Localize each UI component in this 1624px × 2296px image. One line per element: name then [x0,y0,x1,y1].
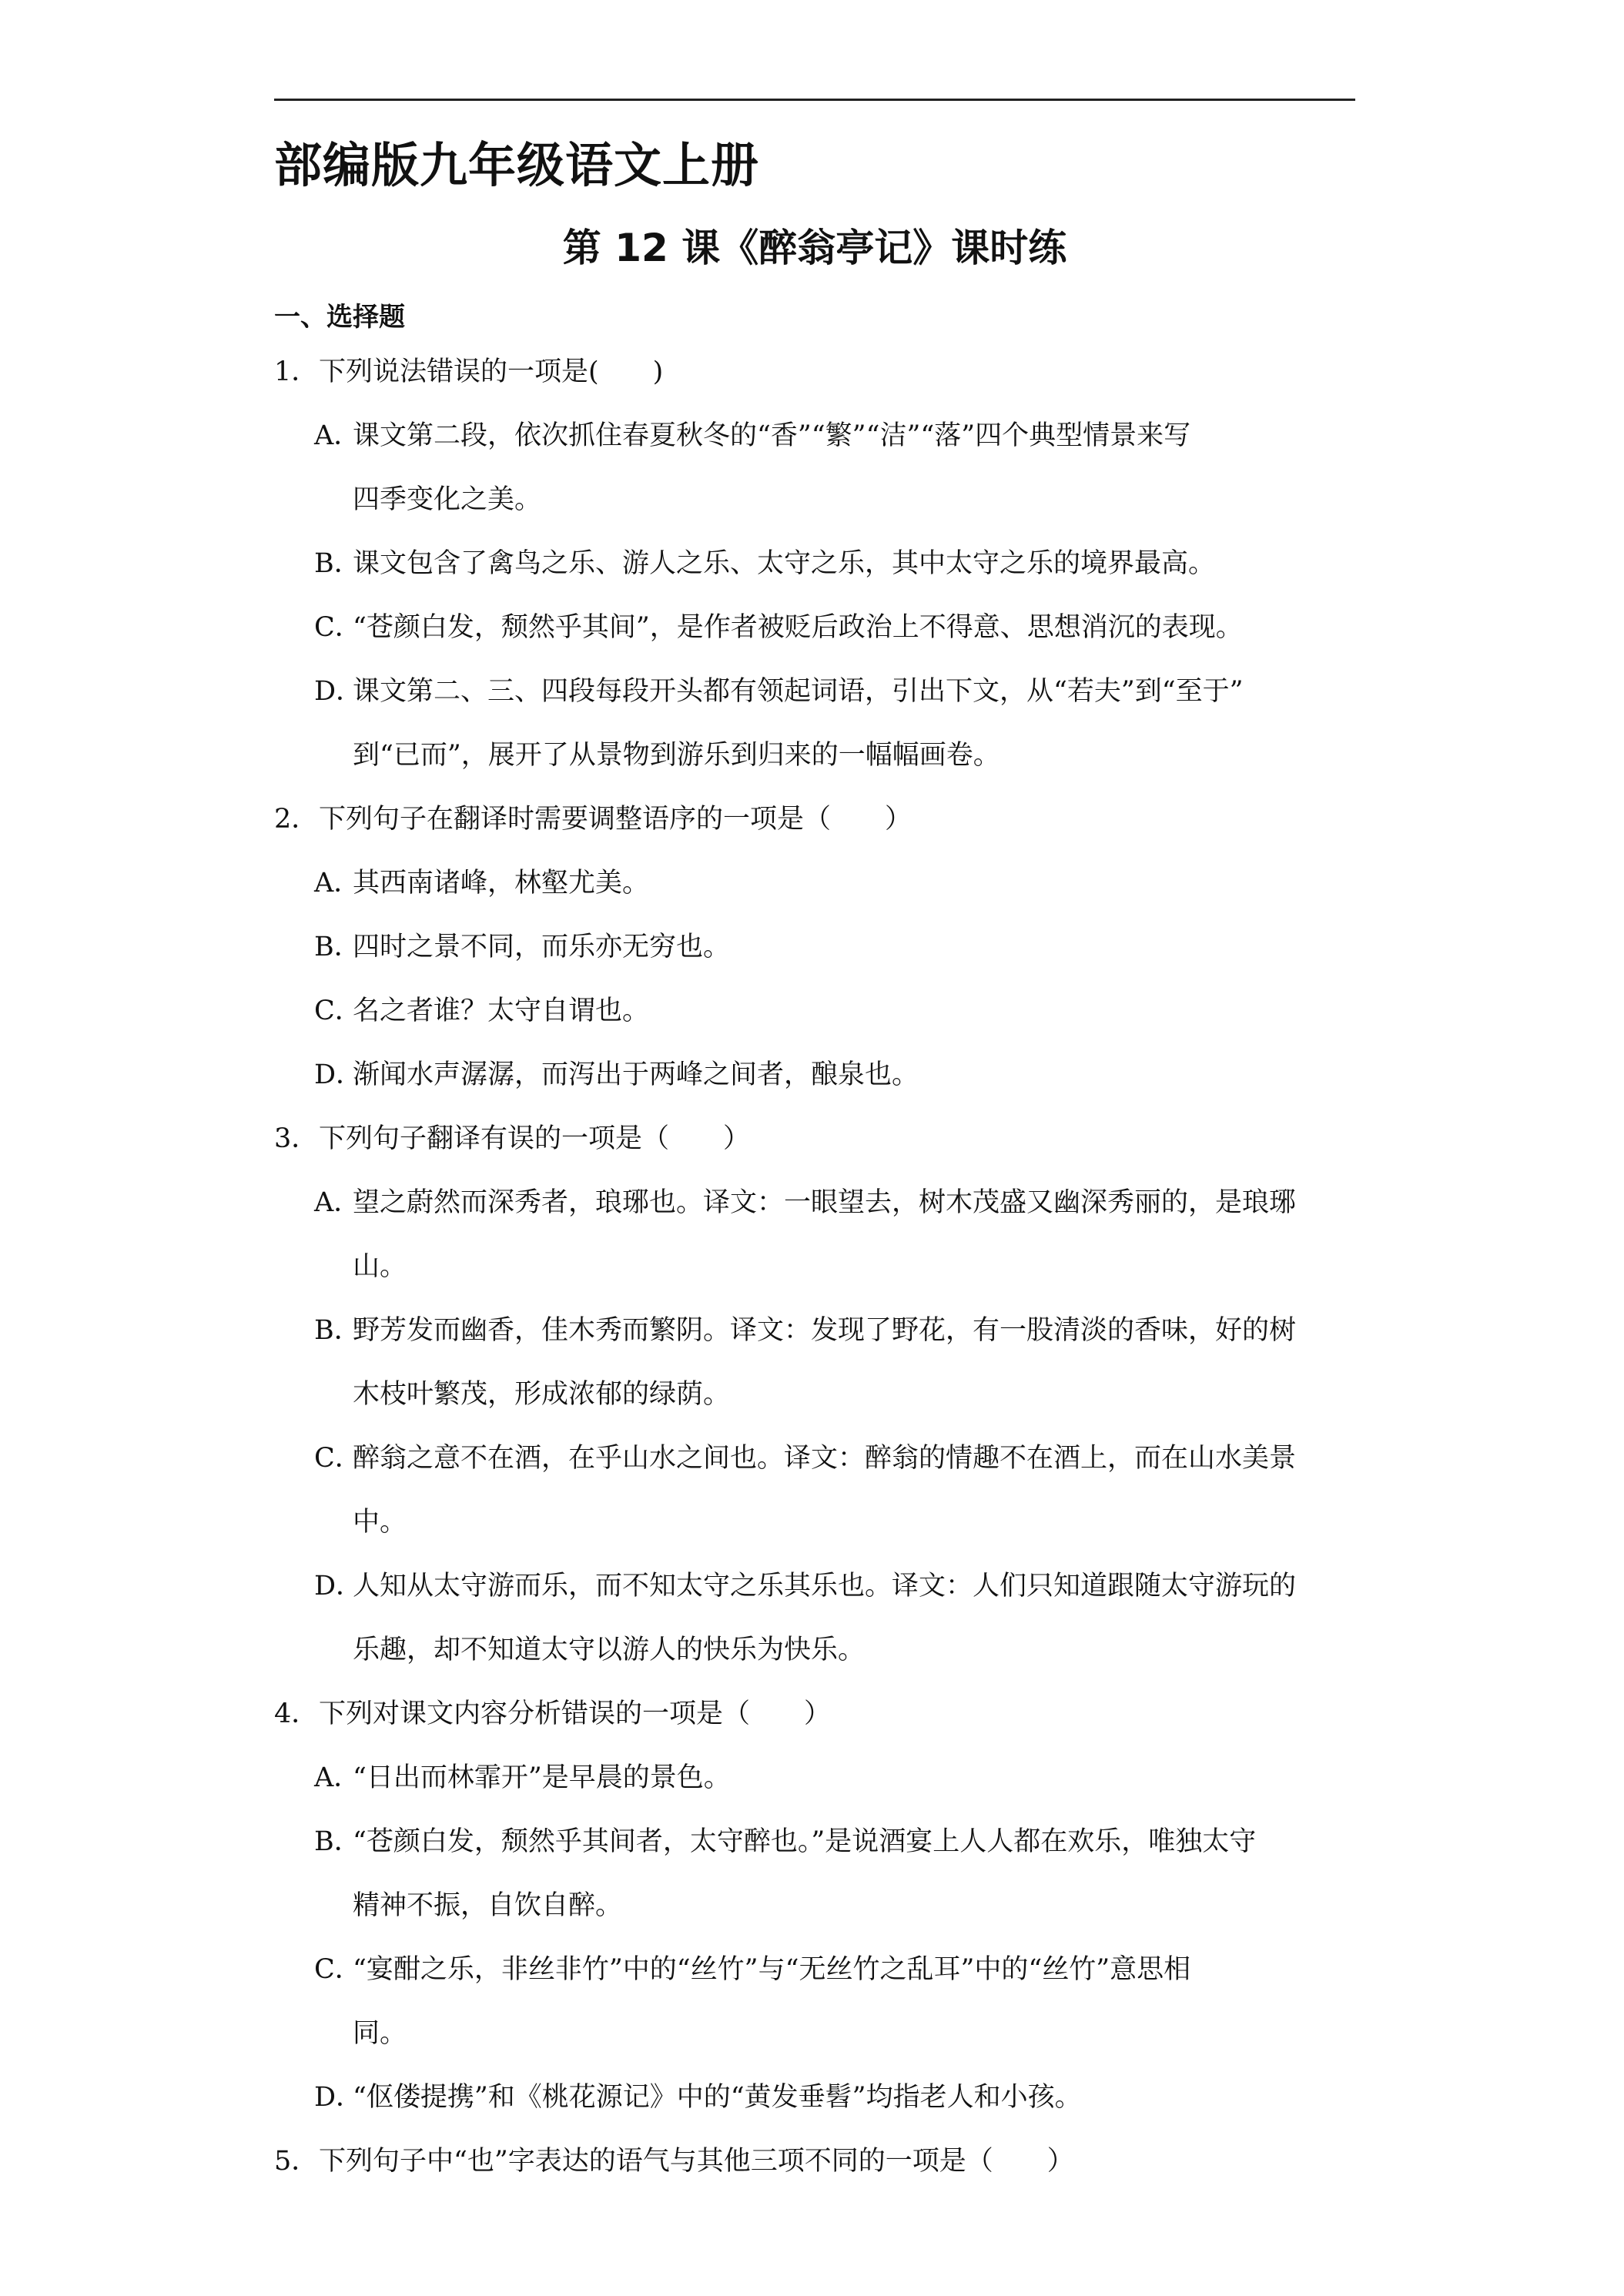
option-b [274,1810,1368,1874]
section-heading: 一、选择题 [274,302,405,333]
question-1 [274,340,1368,404]
option-label: A． [314,1762,361,1793]
option-text-continued: 木枝叶繁茂，形成浓郁的绿荫。 [353,1379,731,1410]
question-text: 下列句子翻译有误的一项是（ ） [319,1123,751,1154]
option-label: B． [314,548,361,579]
option-d [274,660,1368,724]
question-number: 3． [274,1123,319,1154]
question-number: 1． [274,356,319,387]
option-c [274,979,1368,1043]
option-c [274,596,1368,660]
exercise-content [274,294,1368,2194]
option-d [274,1555,1368,1618]
question-text: 下列句子中“也”字表达的语气与其他三项不同的一项是（ ） [319,2146,1074,2177]
option-text-continued: 同。 [353,2018,407,2049]
option-text-continued: 中。 [353,1507,407,1538]
option-text: “伛偻提携”和《桃花源记》中的“黄发垂髫”均指老人和小孩。 [353,2082,1082,2113]
option-text: 望之蔚然而深秀者，琅琊也。译文：一眼望去，树木茂盛又幽深秀丽的，是琅琊 [353,1187,1297,1218]
option-text: 人知从太守游而乐，而不知太守之乐其乐也。译文：人们只知道跟随太守游玩的 [353,1571,1297,1602]
lesson-title: 第 12 课《醉翁亭记》课时练 [562,226,1067,270]
option-label: D． [314,1059,363,1090]
question-2 [274,788,1368,852]
option-text: 渐闻水声潺潺，而泻出于两峰之间者，酿泉也。 [353,1059,919,1090]
option-label: C． [314,612,362,643]
option-text: “宴酣之乐，非丝非竹”中的“丝竹”与“无丝竹之乱耳”中的“丝竹”意思相 [353,1954,1191,1985]
option-b [274,532,1368,596]
option-text: 课文第二、三、四段每段开头都有领起词语，引出下文，从“若夫”到“至于” [353,676,1244,707]
question-5 [274,2130,1368,2194]
option-text: 四时之景不同，而乐亦无穷也。 [353,932,731,962]
option-text-continued: 四季变化之美。 [353,484,542,515]
question-list [274,340,1368,2194]
option-label: C． [314,1954,362,1985]
document-title: 部编版九年级语文上册 [274,137,760,193]
option-a [274,1746,1368,1810]
option-label: A． [314,1187,361,1218]
option-text: 课文第二段，依次抓住春夏秋冬的“香”“繁”“洁”“落”四个典型情景来写 [353,420,1191,451]
question-number: 5． [274,2146,319,2177]
option-c [274,1427,1368,1491]
option-text: “苍颜白发，颓然乎其间者，太守醉也。”是说酒宴上人人都在欢乐，唯独太守 [353,1826,1257,1857]
option-text-continued: 到“已而”，展开了从景物到游乐到归来的一幅幅画卷。 [353,740,1000,771]
question-number: 4． [274,1699,319,1729]
option-b [274,915,1368,979]
question-text: 下列句子在翻译时需要调整语序的一项是（ ） [319,804,912,835]
option-label: B． [314,932,361,962]
option-label: A． [314,420,361,451]
option-text: 课文包含了禽鸟之乐、游人之乐、太守之乐，其中太守之乐的境界最高。 [353,548,1216,579]
option-d [274,2066,1368,2130]
option-b [274,1299,1368,1363]
option-a [274,1171,1368,1235]
option-label: D． [314,2082,363,2113]
option-label: C． [314,996,362,1026]
option-text: “日出而林霏开”是早晨的景色。 [353,1762,731,1793]
option-label: D． [314,1571,363,1602]
option-a [274,852,1368,915]
question-number: 2． [274,804,319,835]
option-text: 醉翁之意不在酒，在乎山水之间也。译文：醉翁的情趣不在酒上，而在山水美景 [353,1443,1297,1474]
option-a [274,404,1368,468]
option-text: 名之者谁？太守自谓也。 [353,996,650,1026]
option-text: 野芳发而幽香，佳木秀而繁阴。译文：发现了野花，有一股清淡的香味，好的树 [353,1315,1297,1346]
option-c [274,1938,1368,2002]
option-text: “苍颜白发，颓然乎其间”，是作者被贬后政治上不得意、思想消沉的表现。 [353,612,1243,643]
option-label: B． [314,1826,361,1857]
option-text-continued: 山。 [353,1251,407,1282]
question-text: 下列对课文内容分析错误的一项是（ ） [319,1699,832,1729]
option-label: A． [314,868,361,899]
option-label: D． [314,676,363,707]
top-rule [274,99,1355,101]
question-3 [274,1107,1368,1171]
question-4 [274,1682,1368,1746]
option-d [274,1043,1368,1107]
option-label: C． [314,1443,362,1474]
option-label: B． [314,1315,361,1346]
option-text-continued: 乐趣，却不知道太守以游人的快乐为快乐。 [353,1635,866,1665]
option-text: 其西南诸峰，林壑尤美。 [353,868,650,899]
option-text-continued: 精神不振，自饮自醉。 [353,1890,623,1921]
question-text: 下列说法错误的一项是( ) [319,356,664,387]
